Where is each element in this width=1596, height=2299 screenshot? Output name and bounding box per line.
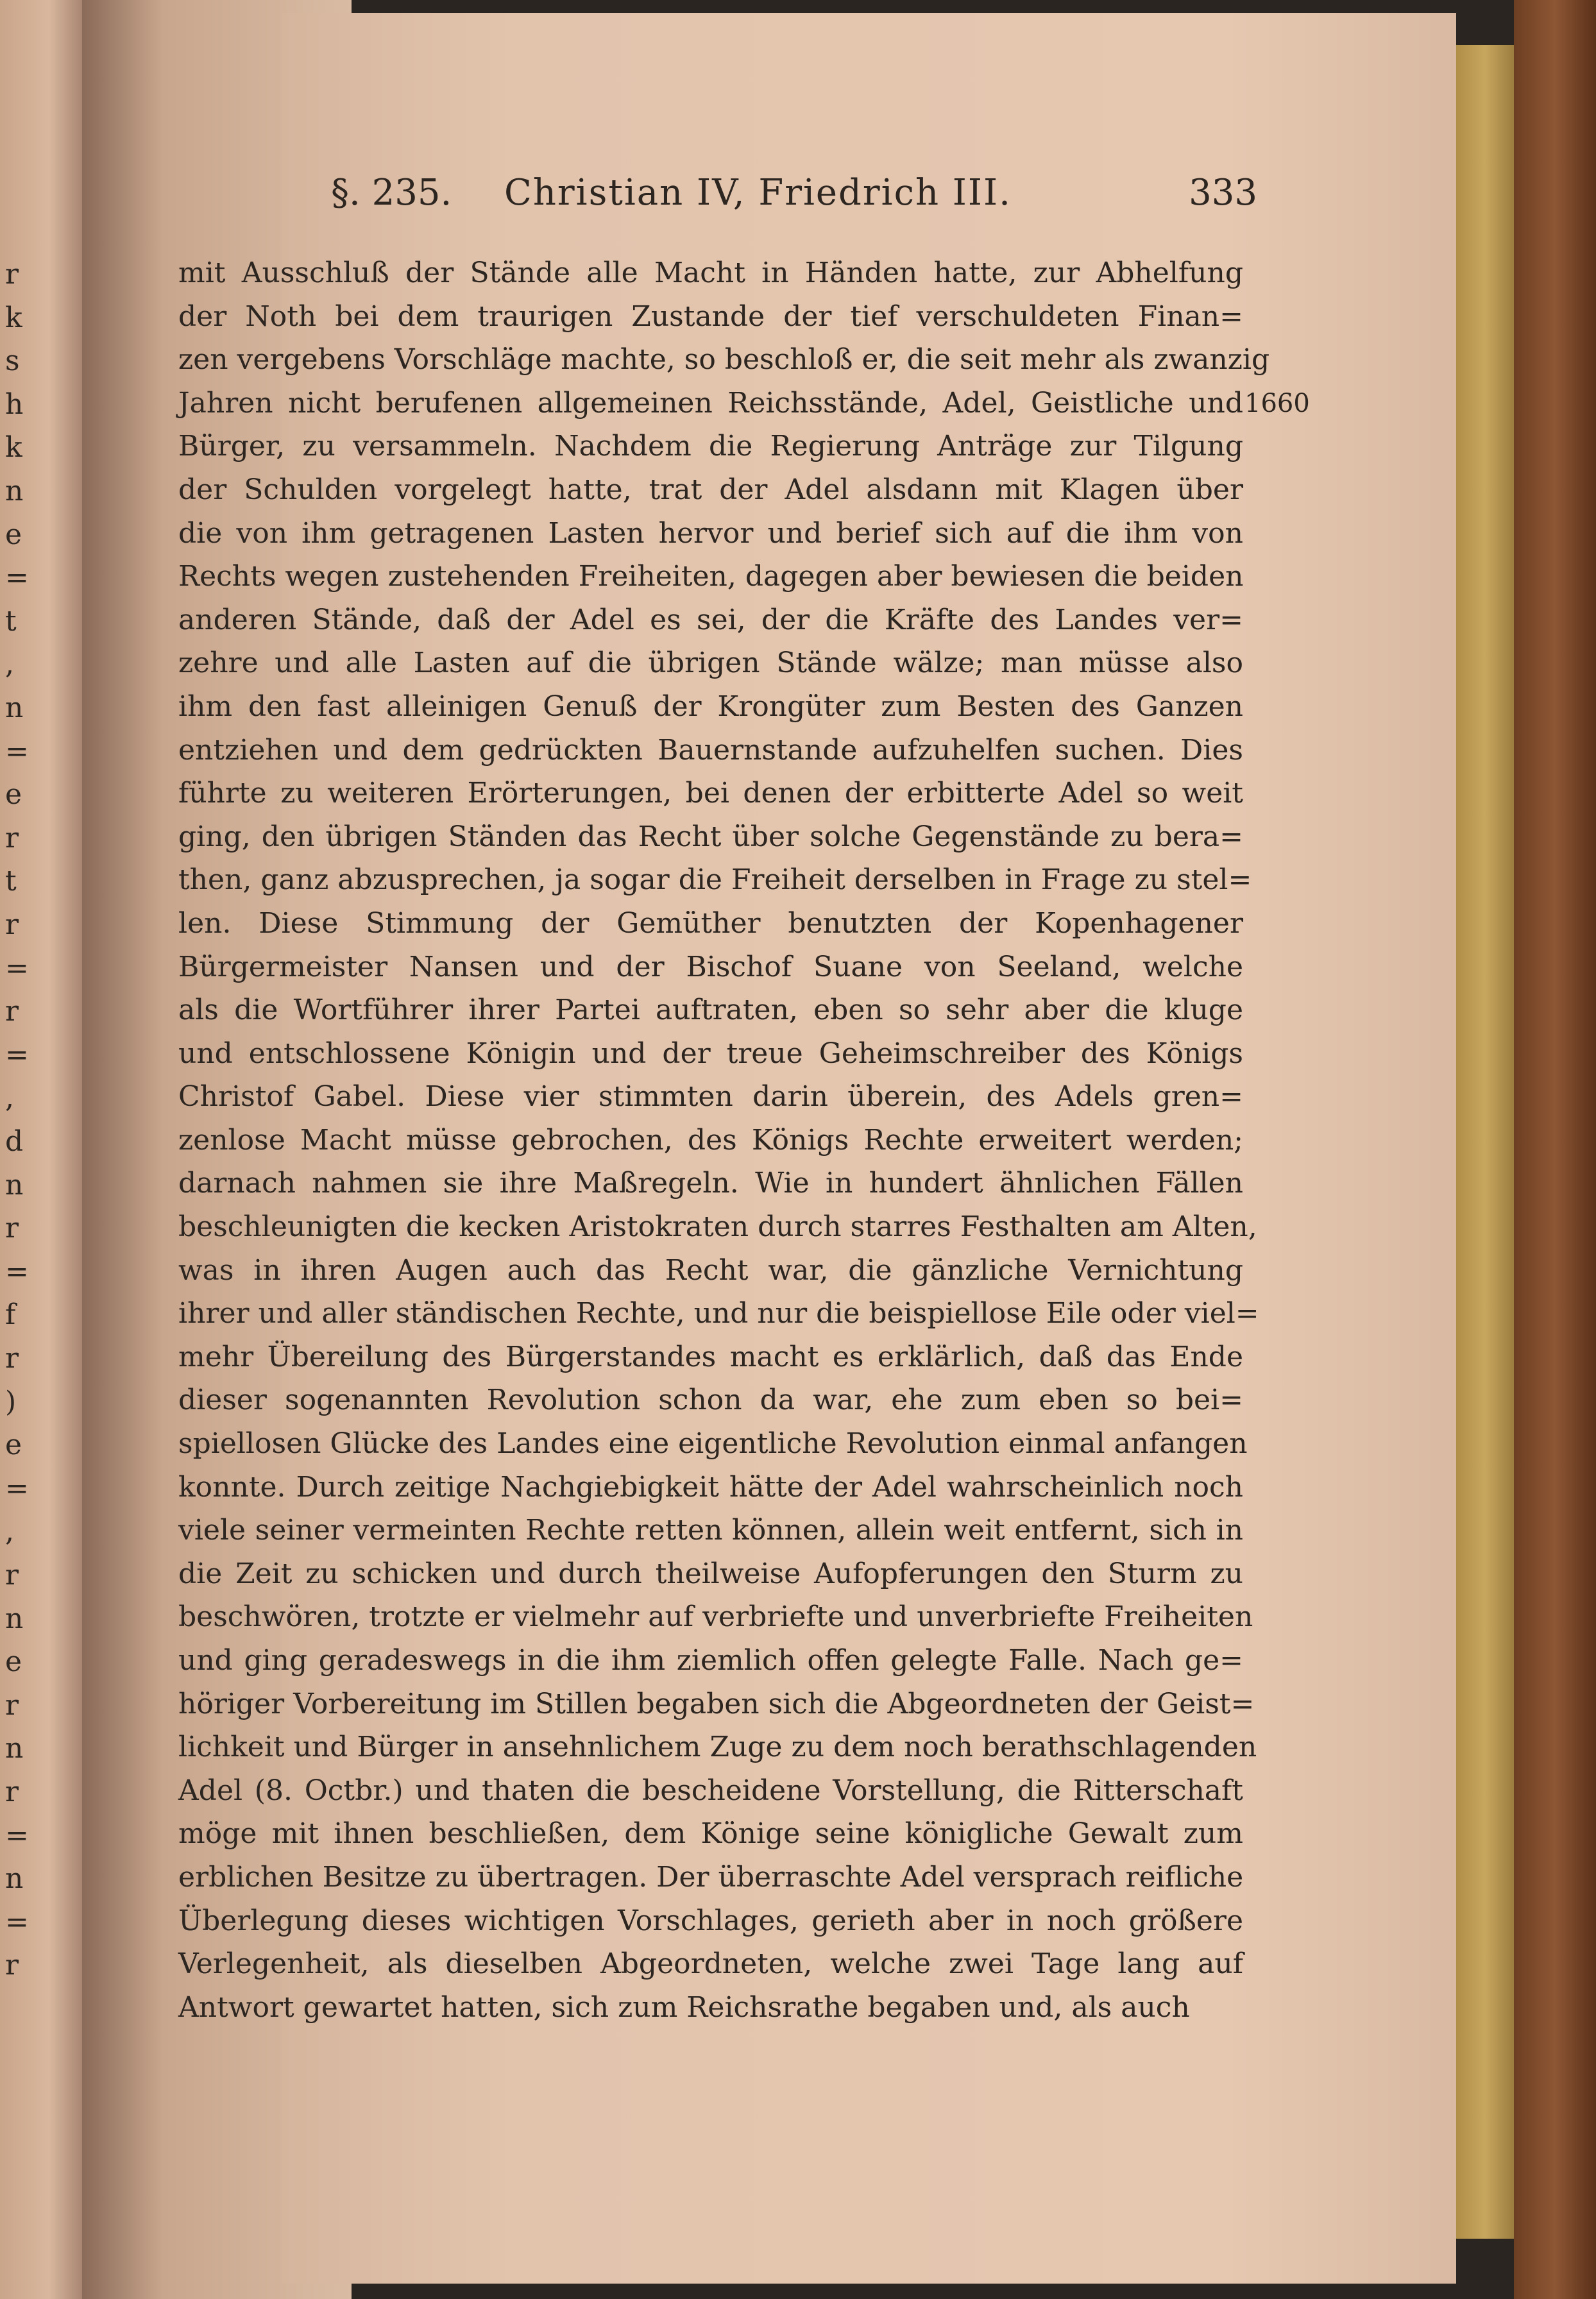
left-page-fragment: r	[5, 1212, 19, 1245]
left-page-fragment: n	[5, 1732, 24, 1765]
text-line: Verlegenheit, als dieselben Abgeordneten, welche zwei Tage lang auf	[178, 1947, 1243, 1981]
text-line: zehre und alle Lasten auf die übrigen Stände wälze; man müsse also	[178, 647, 1243, 680]
left-page-fragment: n	[5, 1168, 24, 1201]
left-page-fragment: =	[5, 951, 29, 985]
left-page-fragment: =	[5, 1819, 29, 1852]
left-page-fragment: r	[5, 1559, 19, 1591]
text-line: möge mit ihnen beschließen, dem Könige seine königliche Gewalt zum	[178, 1817, 1243, 1851]
text-line: zenlose Macht müsse gebrochen, des Königs Rechte erweitert werden;	[178, 1123, 1243, 1157]
left-page-fragment: d	[5, 1125, 24, 1158]
text-line: len. Diese Stimmung der Gemüther benutzten der Kopenhagener	[178, 906, 1243, 940]
text-line: höriger Vorbereitung im Stillen begaben sich die Abgeordneten der Geist=	[178, 1687, 1255, 1720]
text-line: mehr Übereilung des Bürgerstandes macht es erklärlich, daß das Ende	[178, 1340, 1243, 1373]
left-page-fragment: e	[5, 778, 22, 811]
left-page-fragment: =	[5, 1472, 29, 1505]
left-page-fragment: r	[5, 995, 19, 1028]
text-line: die Zeit zu schicken und durch theilweise Aufopferungen den Sturm zu	[178, 1557, 1243, 1590]
left-page-fragment: ,	[5, 1082, 14, 1115]
left-page-fragment: n	[5, 691, 24, 724]
left-page-fragment: r	[5, 258, 19, 291]
text-line: Überlegung dieses wichtigen Vorschlages, gerieth aber in noch größere	[178, 1904, 1243, 1937]
text-line: und entschlossene Königin und der treue Geheimschreiber des Königs	[178, 1037, 1243, 1070]
text-line: ging, den übrigen Ständen das Recht über solche Gegenstände zu bera=	[178, 820, 1243, 853]
running-header	[331, 172, 1257, 230]
left-page-fragment: =	[5, 1255, 29, 1288]
left-page-fragment: =	[5, 1905, 29, 1938]
text-line: darnach nahmen sie ihre Maßregeln. Wie in hundert ähnlichen Fällen	[178, 1167, 1243, 1200]
text-line: führte zu weiteren Erörterungen, bei denen der erbitterte Adel so weit	[178, 777, 1243, 810]
text-line: dieser sogenannten Revolution schon da war, ehe zum eben so bei=	[178, 1384, 1243, 1417]
body-text	[178, 251, 1270, 2029]
text-line: und ging geradeswegs in die ihm ziemlich offen gelegte Falle. Nach ge=	[178, 1644, 1243, 1677]
text-line: die von ihm getragenen Lasten hervor und berief sich auf die ihm von	[178, 516, 1243, 550]
left-page-fragment: )	[5, 1385, 17, 1418]
text-line: was in ihren Augen auch das Recht war, die gänzliche Vernichtung	[178, 1253, 1243, 1287]
text-line: Bürgermeister Nansen und der Bischof Suane von Seeland, welche	[178, 950, 1243, 983]
left-page-fragment: r	[5, 821, 19, 854]
left-page-fragment: n	[5, 475, 24, 507]
left-page-fragment: r	[5, 1776, 19, 1808]
left-page-fragment: r	[5, 1342, 19, 1375]
left-page-fragment: r	[5, 1949, 19, 1982]
left-page-fragment: f	[5, 1298, 16, 1332]
left-page-fragment: h	[5, 387, 24, 421]
text-line: entziehen und dem gedrückten Bauernstande aufzuhelfen suchen. Dies	[178, 733, 1243, 767]
text-line: Jahren nicht berufenen allgemeinen Reichsstände, Adel, Geistliche und	[178, 386, 1243, 420]
text-line: mit Ausschluß der Stände alle Macht in Händen hatte, zur Abhelfung	[178, 257, 1243, 289]
book-cover-edge	[1514, 0, 1596, 2299]
left-page-fragment: =	[5, 1038, 29, 1071]
text-line: lichkeit und Bürger in ansehnlichem Zuge zu dem noch berathschlagenden	[178, 1731, 1257, 1764]
left-page-fragment: ,	[5, 648, 14, 681]
text-line: spiellosen Glücke des Landes eine eigentliche Revolution einmal anfangen	[178, 1427, 1248, 1461]
left-page-fragment: r	[5, 1688, 19, 1722]
left-page-fragment: n	[5, 1862, 24, 1896]
text-line: konnte. Durch zeitige Nachgiebigkeit hätte der Adel wahrscheinlich noch	[178, 1470, 1243, 1504]
left-page-fragment: ,	[5, 1515, 14, 1548]
text-line: Christof Gabel. Diese vier stimmten darin überein, des Adels gren=	[178, 1080, 1243, 1114]
left-page-fragment: e	[5, 1429, 22, 1462]
running-title: Christian IV, Friedrich III.	[504, 172, 1012, 214]
left-page-fragment: k	[5, 301, 22, 334]
text-line: erblichen Besitze zu übertragen. Der überraschte Adel versprach reifliche	[178, 1860, 1244, 1894]
text-line: Rechts wegen zustehenden Freiheiten, dagegen aber bewiesen die beiden	[178, 560, 1244, 593]
text-line: viele seiner vermeinten Rechte retten können, allein weit entfernt, sich in	[178, 1514, 1243, 1547]
left-page-fragment: r	[5, 908, 19, 941]
text-line: als die Wortführer ihrer Partei auftraten, eben so sehr aber die kluge	[178, 994, 1243, 1027]
left-page-fragment: t	[5, 865, 17, 898]
gilt-page-edges	[1456, 45, 1514, 2239]
text-line: der Noth bei dem traurigen Zustande der tief verschuldeten Finan=	[178, 300, 1243, 333]
text-line: zen vergebens Vorschläge machte, so beschloß er, die seit mehr als zwanzig	[178, 343, 1270, 377]
left-page-fragment: k	[5, 431, 22, 464]
text-line: ihrer und aller ständischen Rechte, und nur die beispiellose Eile oder viel=	[178, 1297, 1259, 1330]
left-page-fragment: n	[5, 1602, 24, 1635]
text-line: beschwören, trotzte er vielmehr auf verbriefte und unverbriefte Freiheiten	[178, 1600, 1253, 1634]
left-page-fragment: e	[5, 1645, 22, 1679]
text-line: beschleunigten die kecken Aristokraten durch starres Festhalten am Alten,	[178, 1210, 1257, 1244]
margin-year-note: 1660	[1244, 389, 1310, 418]
left-page-fragment: t	[5, 604, 17, 638]
left-page-fragment: e	[5, 518, 22, 551]
left-page-edge	[0, 0, 82, 2299]
text-line: anderen Stände, daß der Adel es sei, der die Kräfte des Landes ver=	[178, 603, 1243, 636]
section-number: §. 235.	[331, 172, 452, 214]
text-line: der Schulden vorgelegt hatte, trat der Adel alsdann mit Klagen über	[178, 473, 1243, 506]
left-page-fragment: =	[5, 561, 29, 595]
left-page-fragment: =	[5, 734, 29, 768]
page-number: 333	[1189, 172, 1257, 214]
text-line: Bürger, zu versammeln. Nachdem die Regierung Anträge zur Tilgung	[178, 430, 1243, 463]
text-line: ihm den fast alleinigen Genuß der Krongüter zum Besten des Ganzen	[178, 690, 1243, 723]
text-line: Antwort gewartet hatten, sich zum Reichsrathe begaben und, als auch	[178, 1990, 1190, 2024]
left-page-fragment: s	[5, 344, 20, 378]
text-line: Adel (8. Octbr.) und thaten die bescheidene Vorstellung, die Ritterschaft	[178, 1774, 1243, 1807]
text-line: then, ganz abzusprechen, ja sogar die Freiheit derselben in Frage zu stel=	[178, 863, 1252, 897]
